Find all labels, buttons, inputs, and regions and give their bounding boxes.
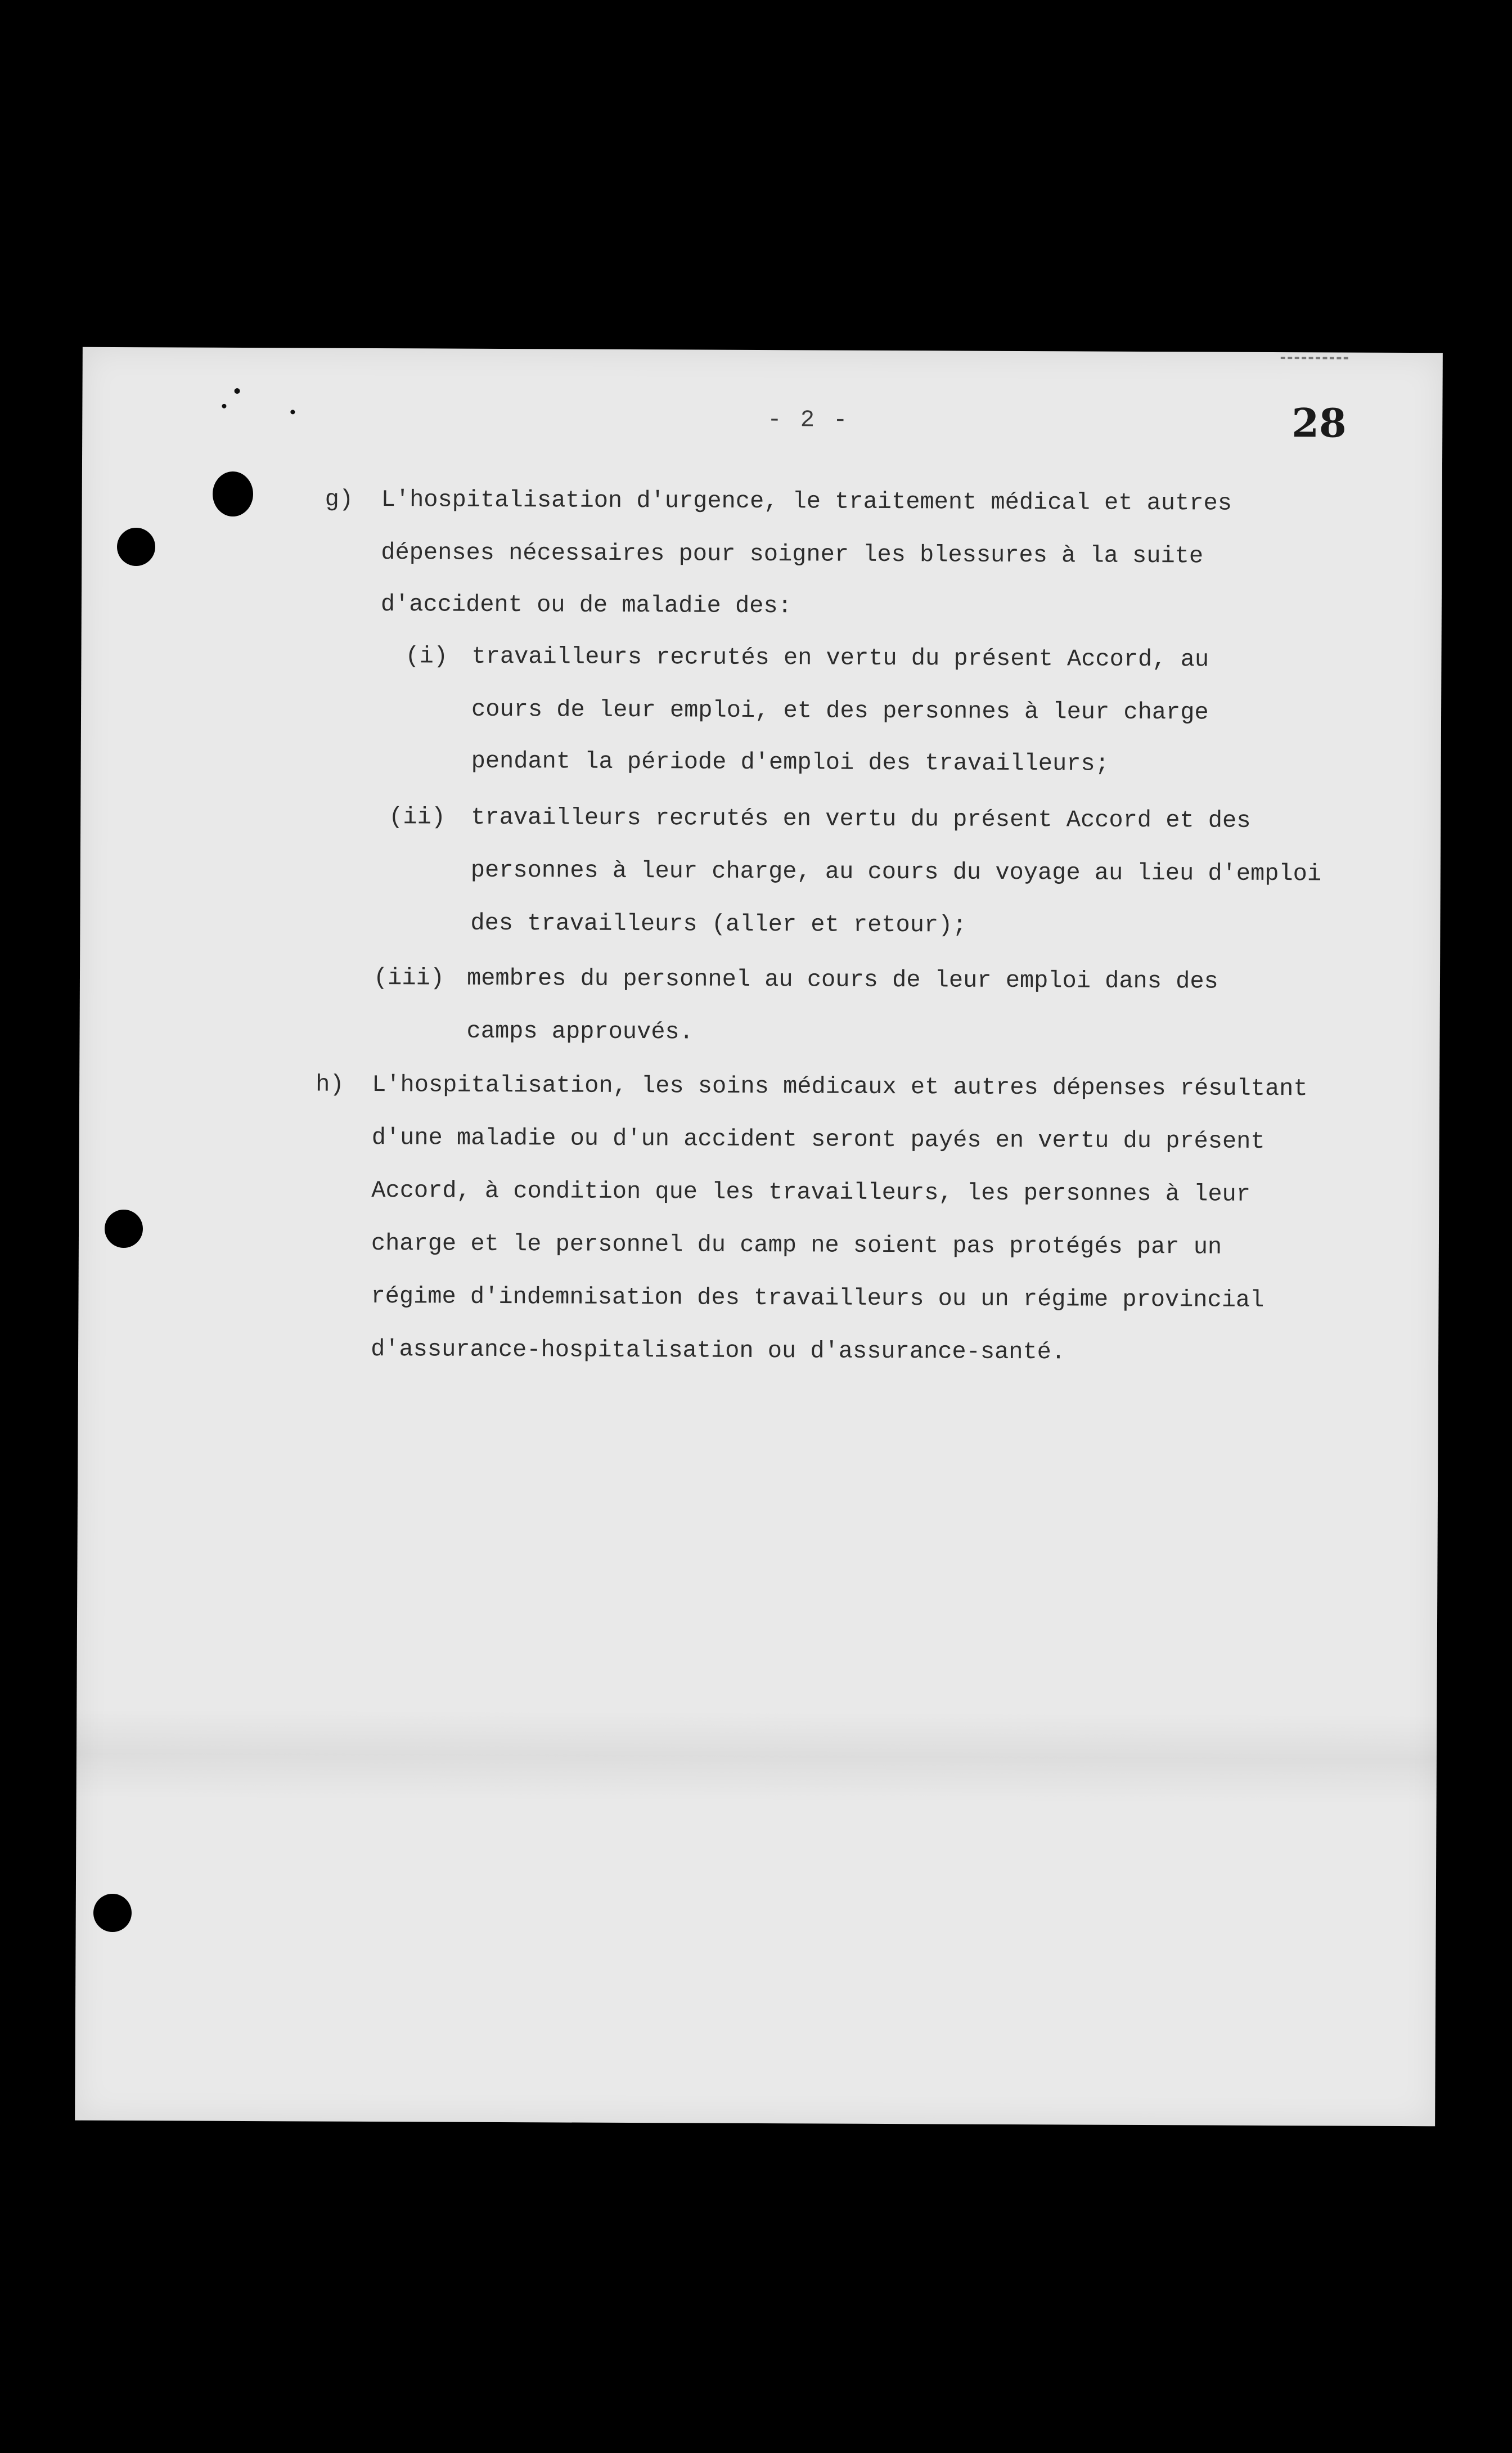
item-h-label: h) [316, 1071, 344, 1098]
item-g-line: L'hospitalisation d'urgence, le traitement médical et autres [381, 486, 1232, 517]
sub-item-i-line: pendant la période d'emploi des travailleurs; [471, 747, 1109, 778]
punch-hole [117, 528, 155, 566]
punch-hole [105, 1210, 143, 1248]
item-g-line: dépenses nécessaires pour soigner les blessures à la suite [381, 539, 1204, 570]
item-h-line: L'hospitalisation, les soins médicaux et autres dépenses résultant [372, 1071, 1308, 1103]
punch-hole [93, 1894, 132, 1932]
speck [290, 410, 295, 414]
pencil-mark [1281, 357, 1348, 362]
sub-item-iii-line: camps approuvés. [466, 1017, 694, 1046]
punch-hole [213, 471, 253, 516]
speck [235, 388, 240, 394]
sub-item-iii-line: membres du personnel au cours de leur emploi dans des [466, 964, 1218, 995]
sub-item-i-label: (i) [405, 643, 448, 670]
item-g-line: d'accident ou de maladie des: [380, 591, 792, 620]
item-h-line: d'une maladie ou d'un accident seront payés en vertu du présent [371, 1124, 1265, 1155]
sub-item-ii-line: travailleurs recrutés en vertu du présent Accord et des [471, 803, 1251, 834]
sub-item-ii-line: personnes à leur charge, au cours du voyage au lieu d'emploi [470, 856, 1322, 888]
item-g-label: g) [325, 486, 354, 513]
document-page [75, 347, 1443, 2127]
sub-item-i-line: travailleurs recrutés en vertu du présent Accord, au [471, 643, 1209, 673]
sub-item-ii-label: (ii) [389, 803, 446, 831]
scan-shadow-band [76, 1709, 1437, 1805]
sub-item-ii-line: des travailleurs (aller et retour); [470, 909, 967, 939]
page-number: - 2 - [767, 406, 850, 434]
sub-item-i-line: cours de leur emploi, et des personnes à leur charge [471, 695, 1209, 726]
item-h-line: régime d'indemnisation des travailleurs ou un régime provincial [371, 1282, 1264, 1314]
folio-number: 28 [1292, 399, 1347, 447]
item-h-line: charge et le personnel du camp ne soient pas protégés par un [371, 1229, 1222, 1261]
sub-item-iii-label: (iii) [373, 964, 445, 992]
speck [222, 404, 226, 408]
item-h-line: Accord, à condition que les travailleurs, les personnes à leur [371, 1176, 1251, 1208]
item-h-line: d'assurance-hospitalisation ou d'assurance-santé. [371, 1335, 1066, 1366]
